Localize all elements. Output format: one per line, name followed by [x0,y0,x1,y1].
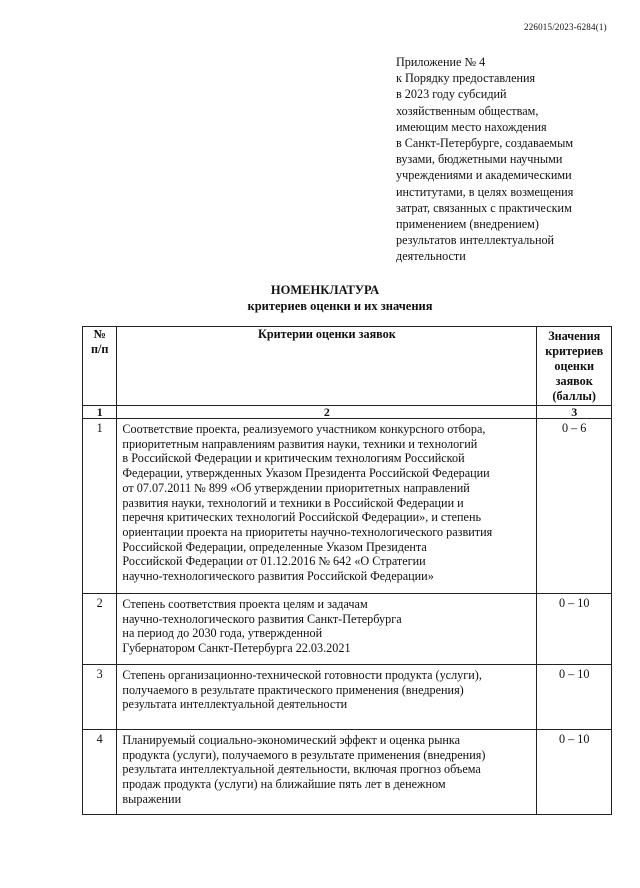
appendix-line: учреждениями и академическими [396,168,572,183]
row-value: 0 – 10 [537,665,612,730]
row-value: 0 – 10 [537,594,612,665]
column-number: 2 [117,406,537,419]
criterion-line: перечня критических технологий Российской Федерации», и степень [122,510,482,525]
header-values [537,327,612,406]
column-number-row [83,406,612,419]
criterion-line: Федерации, утвержденных Указом Президента Российской Федерации [122,466,490,481]
row-criterion [117,594,537,665]
criterion-line: развития науки, технологий и техники в Российской Федерации и [122,495,464,510]
criterion-line: Планируемый социально-экономический эффект и оценка рынка [122,733,461,747]
table-row [83,730,612,815]
appendix-line: к Порядку предоставления [396,71,536,86]
appendix-line: в 2023 году субсидий [396,87,507,102]
title-subtitle: критериев оценки и их значения [247,299,433,313]
appendix-line: затрат, связанных с практическим [396,200,572,215]
row-value: 0 – 6 [537,419,612,594]
appendix-line: институтами, в целях возмещения [396,184,574,199]
criterion-line: научно-технологического развития Санкт-Петербурга [122,611,402,626]
appendix-line: применением (внедрением) [396,217,539,232]
criterion-line: результата интеллектуальной деятельности, включая прогноз объема [122,762,481,777]
appendix-line: хозяйственным обществам, [396,103,539,118]
header-number [83,327,117,406]
criterion-line: Степень соответствия проекта целям и задачам [122,597,368,611]
row-number: 4 [83,730,117,815]
criterion-line: Степень организационно-технической готовности продукта (услуги), [122,668,482,682]
row-number: 1 [83,419,117,594]
criterion-line: Соответствие проекта, реализуемого участником конкурсного отбора, [122,422,486,436]
header-criteria: Критерии оценки заявок [117,327,537,406]
appendix-line: Приложение № 4 [396,55,486,69]
row-criterion [117,665,537,730]
criterion-line: в Российской Федерации и критическим технологиям Российской [122,451,465,466]
criterion-line: продукта (услуги), получаемого в результате применения (внедрения) [122,747,486,762]
header-values-line: оценки [554,359,594,373]
header-values-line: заявок [555,374,593,388]
document-id: 226015/2023-6284(1) [524,22,607,32]
criterion-line: результата интеллектуальной деятельности [122,697,348,712]
table-row [83,419,612,594]
criterion-line: научно-технологического развития Российской Федерации» [122,569,434,584]
appendix-line: результатов интеллектуальной [396,233,555,248]
header-values-line: Значения [548,329,601,343]
criterion-line: Российской Федерации от 01.12.2016 № 642 «О Стратегии [122,554,426,569]
header-number-pp: п/п [90,341,109,356]
criterion-line: приоритетным направлениям развития науки, техники и технологий [122,436,478,451]
criterion-line: продаж продукта (услуги) на ближайшие пять лет в денежном [122,777,446,792]
appendix-line: вузами, бюджетными научными [396,152,563,167]
table-row [83,594,612,665]
criterion-line: Губернатором Санкт-Петербурга 22.03.2021 [122,641,351,656]
criteria-table [82,326,612,815]
criterion-line: на период до 2030 года, утвержденной [122,626,323,641]
table-header-row [83,327,612,406]
column-number: 1 [83,406,117,419]
criterion-line: выражении [122,791,182,806]
table-row [83,665,612,730]
row-criterion [117,730,537,815]
header-number-sign: № [93,327,106,341]
appendix-line: имеющим место нахождения [396,119,547,134]
criterion-line: ориентации проекта на приоритеты научно-технологического развития [122,524,493,539]
row-number: 3 [83,665,117,730]
appendix-line: деятельности [396,249,466,264]
header-values-line: (баллы) [552,389,596,403]
criterion-line: от 07.07.2011 № 899 «Об утверждении приоритетных направлений [122,480,470,495]
title-main: НОМЕНКЛАТУРА [270,283,380,297]
column-number: 3 [537,406,612,419]
document-title [0,282,640,314]
appendix-line: в Санкт-Петербурге, создаваемым [396,136,574,151]
row-value: 0 – 10 [537,730,612,815]
row-criterion [117,419,537,594]
criterion-line: Российской Федерации, определенные Указом Президента [122,539,427,554]
row-number: 2 [83,594,117,665]
header-values-line: критериев [545,344,604,358]
appendix-note [396,54,626,265]
criterion-line: получаемого в результате практического применения (внедрения) [122,682,464,697]
